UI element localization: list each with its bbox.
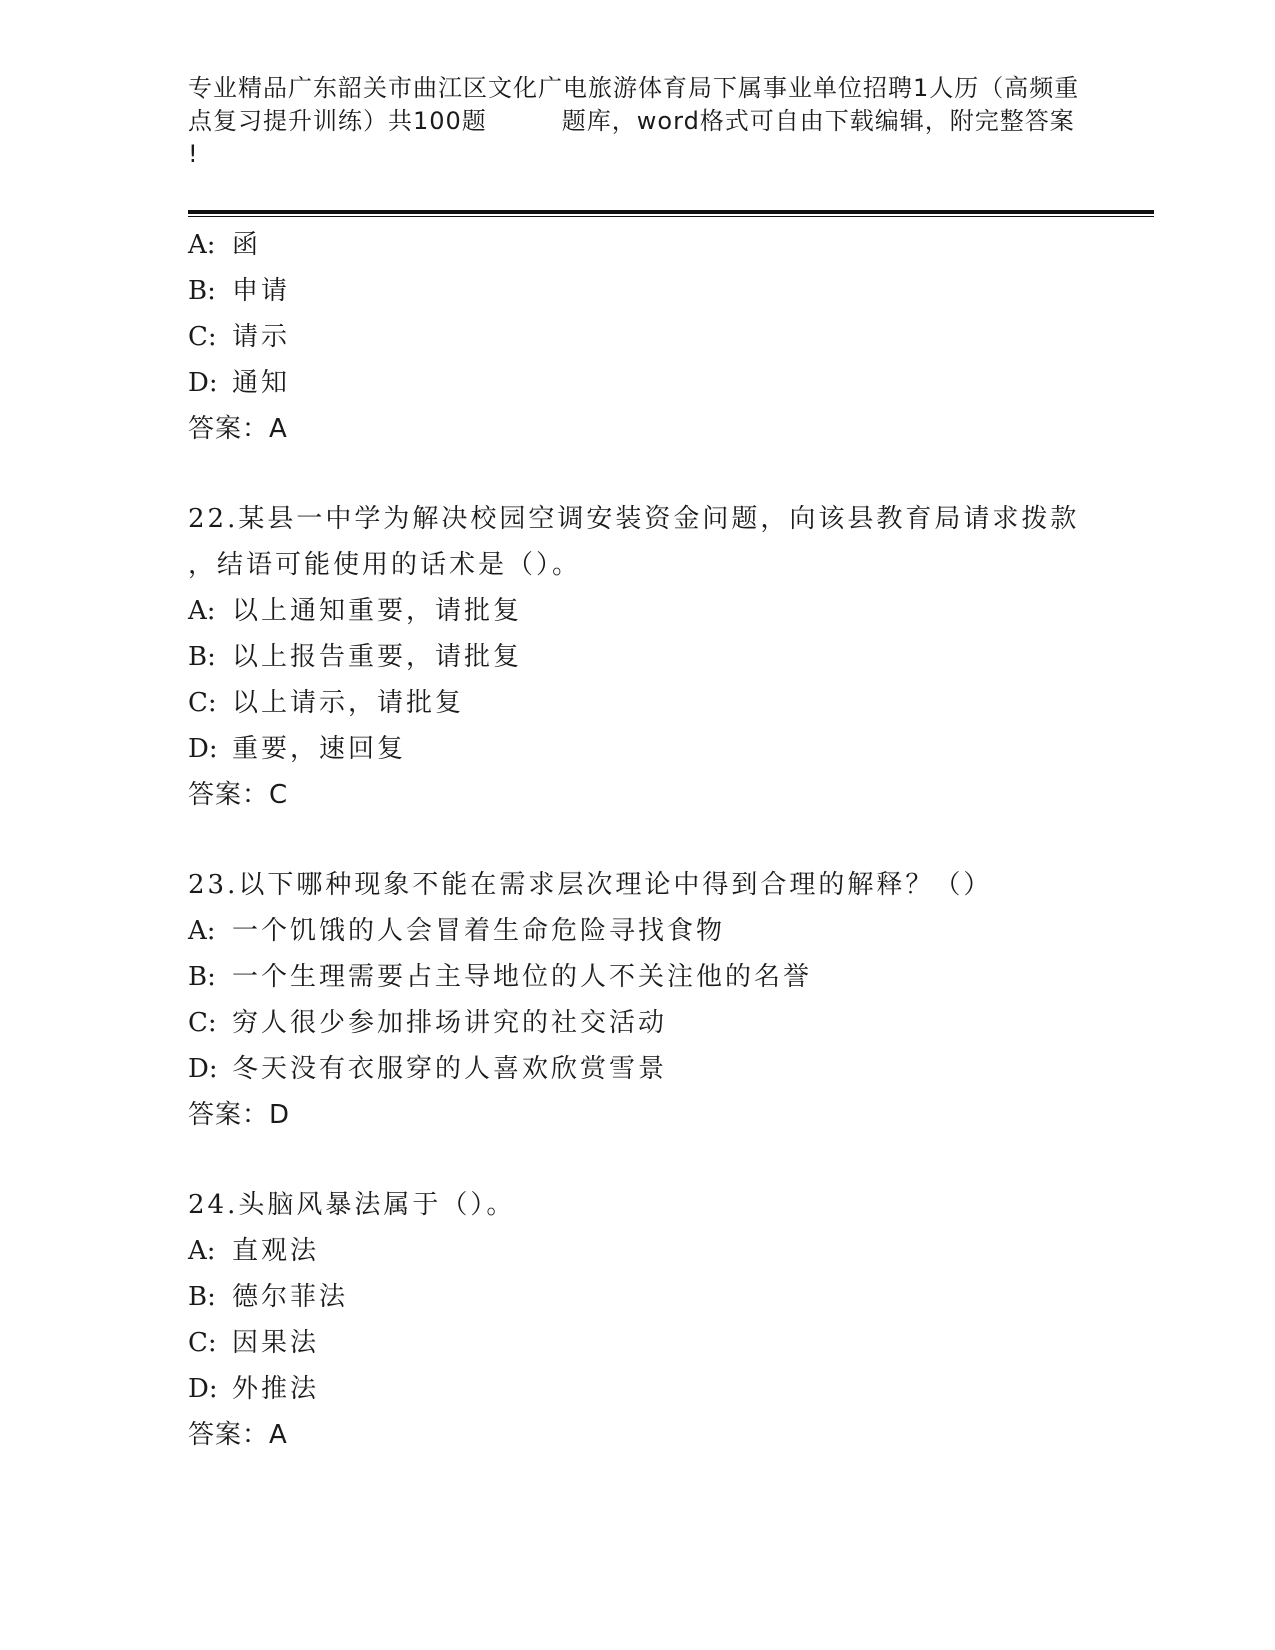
option-text: 重要，速回复 [232, 734, 407, 764]
header-divider-thick [188, 210, 1154, 214]
option-text: 直观法 [232, 1236, 320, 1266]
option-label: A: [188, 916, 216, 946]
option-c [188, 680, 1148, 726]
question-title [188, 1182, 1148, 1228]
option-label: B: [188, 962, 216, 992]
option-text: 以上通知重要，请批复 [232, 596, 523, 626]
option-text: 申请 [232, 276, 291, 306]
option-a [188, 222, 1148, 268]
option-text: 一个生理需要占主导地位的人不关注他的名誉 [232, 962, 813, 992]
option-label: C: [188, 688, 217, 718]
question-list [188, 222, 1148, 1458]
question-22 [188, 496, 1148, 818]
header-line: 专业精品广东韶关市曲江区文化广电旅游体育局下属事业单位招聘1人历（高频重 [188, 74, 1080, 102]
option-b [188, 268, 1148, 314]
option-b [188, 1274, 1148, 1320]
option-text: 请示 [232, 322, 291, 352]
question-21 [188, 222, 1148, 452]
option-c [188, 1320, 1148, 1366]
answer-line: 答案：A [188, 1420, 288, 1450]
option-label: D: [188, 368, 218, 398]
option-a [188, 1228, 1148, 1274]
option-label: A: [188, 596, 216, 626]
option-label: C: [188, 1328, 217, 1358]
option-c [188, 314, 1148, 360]
option-label: C: [188, 1008, 217, 1038]
option-a [188, 588, 1148, 634]
option-label: D: [188, 734, 218, 764]
option-label: C: [188, 322, 217, 352]
option-d [188, 726, 1148, 772]
option-text: 冬天没有衣服穿的人喜欢欣赏雪景 [232, 1054, 668, 1084]
option-d [188, 360, 1148, 406]
question-title [188, 862, 1148, 908]
option-label: D: [188, 1374, 218, 1404]
option-label: A: [188, 1236, 216, 1266]
option-text: 通知 [232, 368, 291, 398]
option-text: 外推法 [232, 1374, 320, 1404]
option-label: B: [188, 1282, 216, 1312]
question-title-line: 22.某县一中学为解决校园空调安装资金问题，向该县教育局请求拨款 [188, 504, 1080, 534]
option-b [188, 634, 1148, 680]
question-title-line: ，结语可能使用的话术是（）。 [188, 550, 582, 580]
option-label: B: [188, 276, 216, 306]
question-title-line: 24.头脑风暴法属于（）。 [188, 1190, 516, 1220]
option-d [188, 1046, 1148, 1092]
answer-line: 答案：A [188, 414, 288, 444]
answer-line: 答案：C [188, 780, 289, 810]
header-divider-thin [188, 216, 1154, 217]
question-24 [188, 1182, 1148, 1458]
option-b [188, 954, 1148, 1000]
option-label: A: [188, 230, 216, 260]
option-text: 因果法 [232, 1328, 320, 1358]
option-text: 以上报告重要，请批复 [232, 642, 523, 672]
option-label: D: [188, 1054, 218, 1084]
option-label: B: [188, 642, 216, 672]
document-header [188, 72, 1088, 171]
question-23 [188, 862, 1148, 1138]
question-title [188, 496, 1148, 588]
option-text: 以上请示，请批复 [232, 688, 465, 718]
option-text: 德尔菲法 [232, 1282, 349, 1312]
option-text: 穷人很少参加排场讲究的社交活动 [232, 1008, 668, 1038]
option-text: 函 [232, 230, 262, 260]
answer-line: 答案：D [188, 1100, 291, 1130]
option-text: 一个饥饿的人会冒着生命危险寻找食物 [232, 916, 726, 946]
option-a [188, 908, 1148, 954]
question-title-line: 23.以下哪种现象不能在需求层次理论中得到合理的解释？（） [188, 870, 993, 900]
option-d [188, 1366, 1148, 1412]
header-line: 点复习提升训练）共100题 题库，word格式可自由下载编辑，附完整答案 [188, 107, 1075, 135]
option-c [188, 1000, 1148, 1046]
header-line: ! [188, 140, 199, 168]
